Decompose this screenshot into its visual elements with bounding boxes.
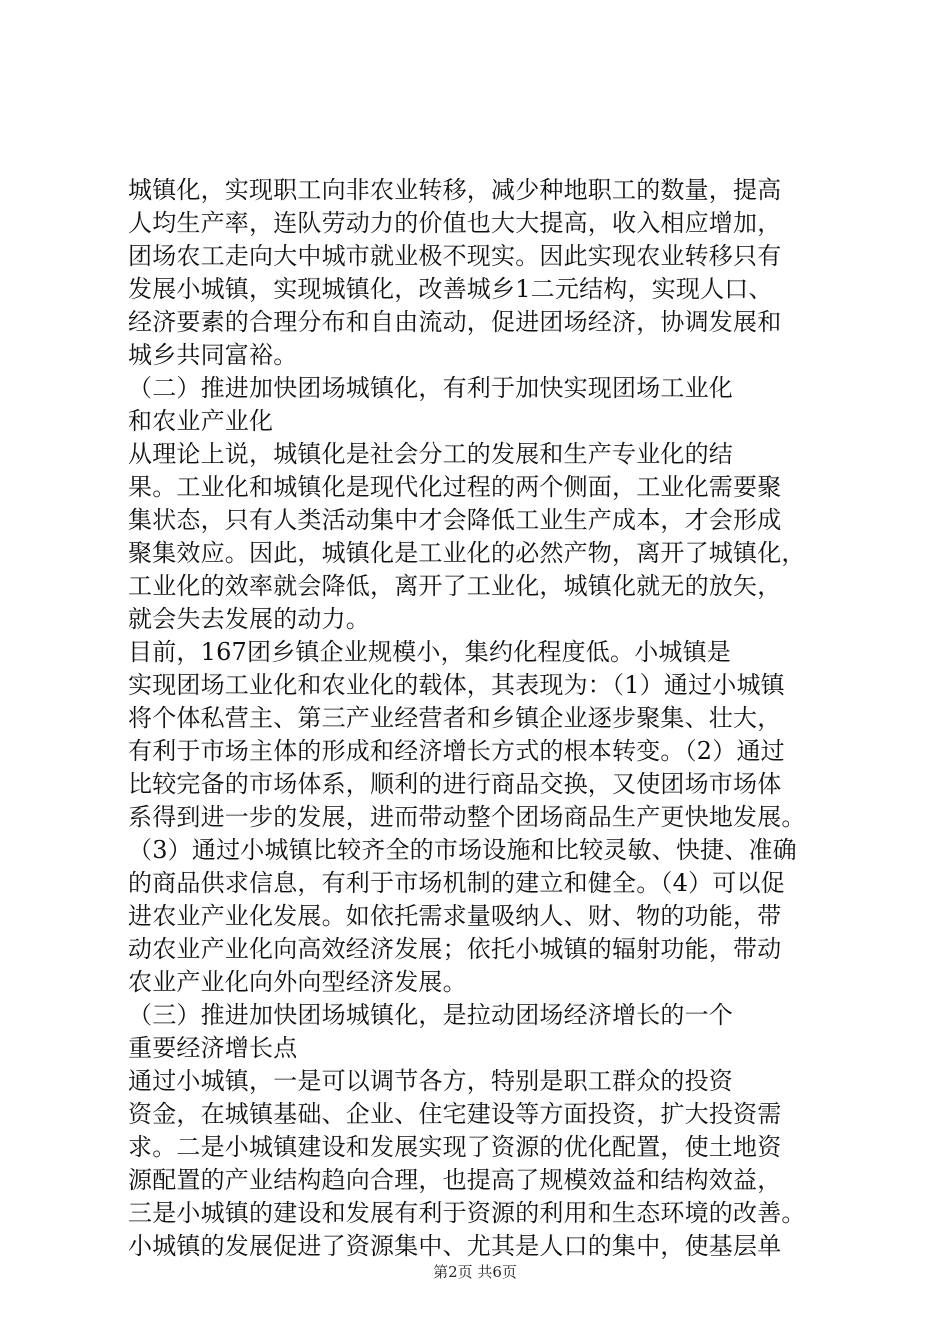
text-line: 动农业产业化向高效经济发展；依托小城镇的辐射功能，带动 xyxy=(128,935,782,963)
section-heading-line: 重要经济增长点 xyxy=(128,1034,298,1062)
text-line: 城镇化，实现职工向非农业转移，减少种地职工的数量，提高 xyxy=(128,176,782,204)
text-line: 发展小城镇，实现城镇化，改善城乡1二元结构，实现人口、 xyxy=(128,275,773,303)
text-line: 求。二是小城镇建设和发展实现了资源的优化配置，使土地资 xyxy=(128,1133,782,1161)
text-line: 实现团场工业化和农业化的载体，其表现为：（1）通过小城镇 xyxy=(128,671,785,699)
section-heading-line: （三）推进加快团场城镇化，是拉动团场经济增长的一个 xyxy=(128,1001,733,1029)
text-line: 集状态，只有人类活动集中才会降低工业生产成本，才会形成 xyxy=(128,506,782,534)
section-heading-line: （二）推进加快团场城镇化，有利于加快实现团场工业化 xyxy=(128,374,733,402)
text-line: 资金，在城镇基础、企业、住宅建设等方面投资，扩大投资需 xyxy=(128,1100,782,1128)
text-line: 农业产业化向外向型经济发展。 xyxy=(128,968,467,996)
text-line: 比较完备的市场体系，顺利的进行商品交换，又使团场市场体 xyxy=(128,770,782,798)
text-line: 进农业产业化发展。如依托需求量吸纳人、财、物的功能，带 xyxy=(128,902,782,930)
text-line: 就会失去发展的动力。 xyxy=(128,605,370,633)
body-text xyxy=(128,174,848,1263)
text-line: 聚集效应。因此，城镇化是工业化的必然产物，离开了城镇化， xyxy=(128,539,806,567)
text-line: 团场农工走向大中城市就业极不现实。因此实现农业转移只有 xyxy=(128,242,782,270)
text-line: 工业化的效率就会降低，离开了工业化，城镇化就无的放矢， xyxy=(128,572,782,600)
text-line: 有利于市场主体的形成和经济增长方式的根本转变。（2）通过 xyxy=(128,737,785,765)
text-line: 小城镇的发展促进了资源集中、尤其是人口的集中，使基层单 xyxy=(128,1232,782,1260)
text-line: 将个体私营主、第三产业经营者和乡镇企业逐步聚集、壮大， xyxy=(128,704,782,732)
text-line: 人均生产率，连队劳动力的价值也大大提高，收入相应增加， xyxy=(128,209,782,237)
page-footer: 第2页 共6页 xyxy=(433,1263,517,1281)
text-line: 通过小城镇，一是可以调节各方，特别是职工群众的投资 xyxy=(128,1067,733,1095)
text-line: 的商品供求信息，有利于市场机制的建立和健全。（4）可以促 xyxy=(128,869,785,897)
text-line: （3）通过小城镇比较齐全的市场设施和比较灵敏、快捷、准确 xyxy=(128,836,797,864)
text-line: 三是小城镇的建设和发展有利于资源的利用和生态环境的改善。 xyxy=(128,1199,806,1227)
text-line: 系得到进一步的发展，进而带动整个团场商品生产更快地发展。 xyxy=(128,803,806,831)
text-line: 源配置的产业结构趋向合理，也提高了规模效益和结构效益， xyxy=(128,1166,782,1194)
text-line: 果。工业化和城镇化是现代化过程的两个侧面，工业化需要聚 xyxy=(128,473,782,501)
text-line: 从理论上说，城镇化是社会分工的发展和生产专业化的结 xyxy=(128,440,733,468)
section-heading-line: 和农业产业化 xyxy=(128,407,274,435)
text-line: 经济要素的合理分布和自由流动，促进团场经济，协调发展和 xyxy=(128,308,782,336)
text-line: 城乡共同富裕。 xyxy=(128,341,298,369)
text-line: 目前，167团乡镇企业规模小，集约化程度低。小城镇是 xyxy=(128,638,732,666)
